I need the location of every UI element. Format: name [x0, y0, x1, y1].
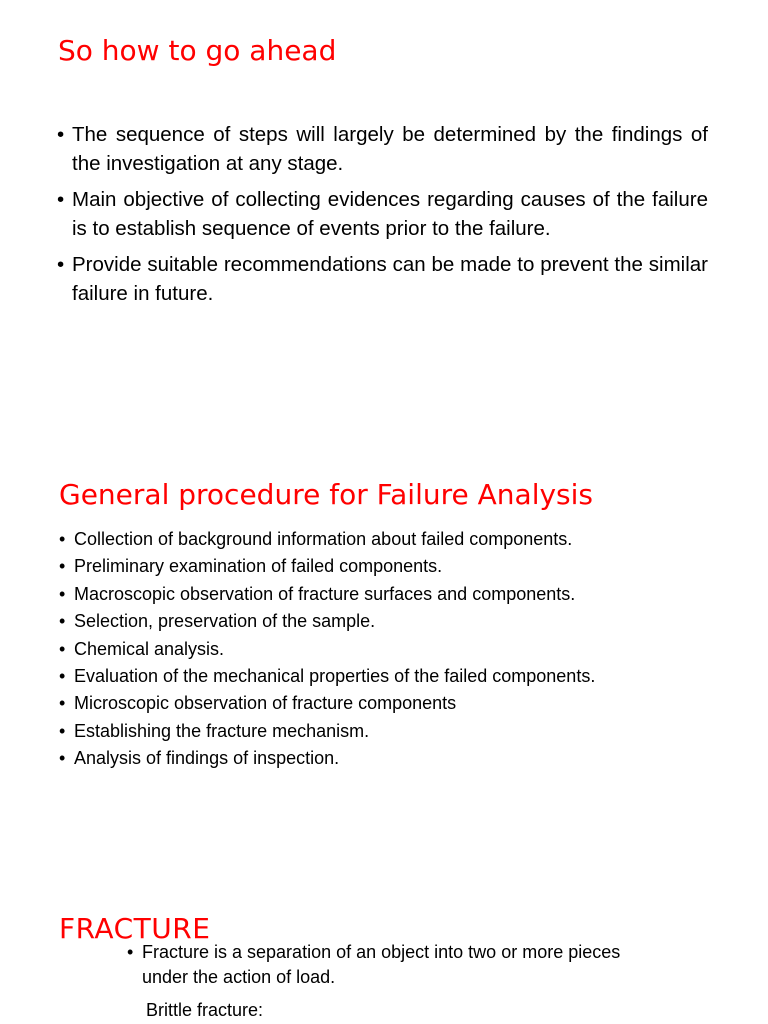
- slide-title: So how to go ahead: [58, 34, 337, 67]
- list-item: • Selection, preservation of the sample.: [59, 608, 739, 635]
- bullet-list: [127, 940, 647, 990]
- list-item: • Fracture is a separation of an object into two or more pieces under the action of load.: [127, 940, 647, 990]
- list-item: • Preliminary examination of failed components.: [59, 553, 739, 580]
- slide-how-to-go-ahead: [0, 0, 768, 420]
- subheading-brittle-fracture: Brittle fracture:: [146, 1000, 264, 1020]
- list-item: • Microscopic observation of fracture components: [59, 690, 739, 717]
- list-item: • Main objective of collecting evidences regarding causes of the failure is to establish sequence of events prior to the failure.: [57, 185, 708, 243]
- list-item: • Establishing the fracture mechanism.: [59, 718, 739, 745]
- bullet-list: [57, 120, 708, 315]
- slide-title: General procedure for Failure Analysis: [59, 478, 593, 511]
- list-item: • Chemical analysis.: [59, 636, 739, 663]
- slide-general-procedure: [0, 420, 768, 900]
- slide-title: FRACTURE: [59, 912, 211, 945]
- list-item: • Macroscopic observation of fracture surfaces and components.: [59, 581, 739, 608]
- list-item: • Evaluation of the mechanical properties of the failed components.: [59, 663, 739, 690]
- list-item: • Collection of background information about failed components.: [59, 526, 739, 553]
- bullet-list: [59, 526, 739, 773]
- list-item: • Provide suitable recommendations can be made to prevent the similar failure in future.: [57, 250, 708, 308]
- list-item: • Analysis of findings of inspection.: [59, 745, 739, 772]
- slide-fracture: [0, 900, 768, 1024]
- list-item: • The sequence of steps will largely be determined by the findings of the investigation at any stage.: [57, 120, 708, 178]
